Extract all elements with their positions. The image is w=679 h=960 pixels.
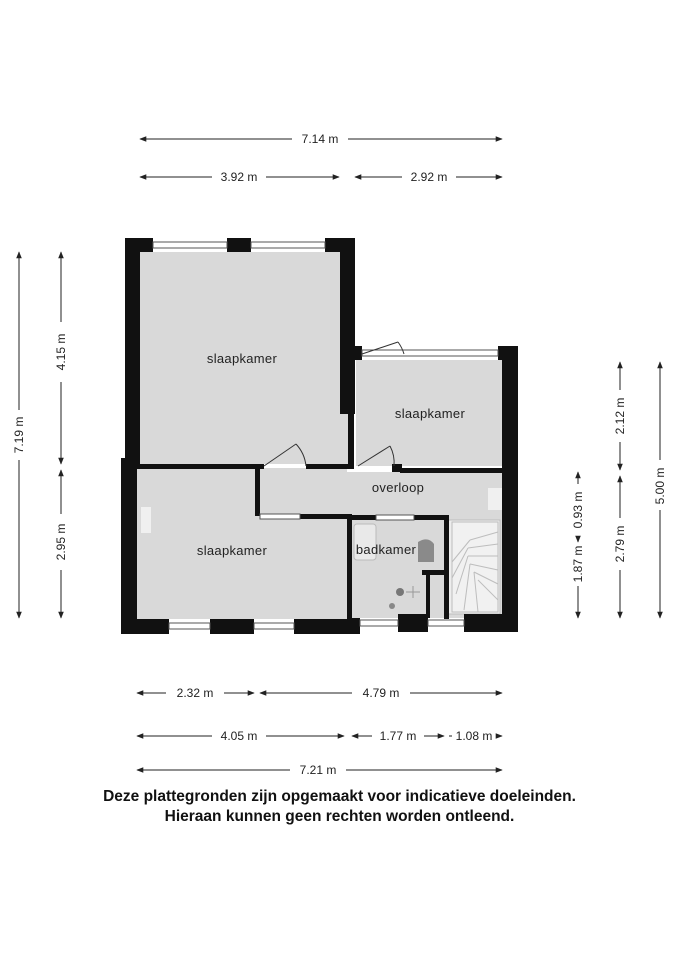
shower-icon <box>396 588 404 596</box>
dimension-bottom-row2-left: 4.05 m <box>220 729 258 743</box>
disclaimer-line-1: Deze plattegronden zijn opgemaakt voor indicatieve doeleinden. <box>103 788 576 805</box>
dimension-left-upper: 4.15 m <box>54 333 68 371</box>
dimension-top-left: 3.92 m <box>220 170 258 184</box>
dimension-left-total: 7.19 m <box>12 416 26 454</box>
room-label-slaapkamer-2: slaapkamer <box>394 406 466 421</box>
window <box>169 623 210 629</box>
window <box>251 242 325 248</box>
toilet-icon <box>418 539 434 562</box>
room-label-slaapkamer-1: slaapkamer <box>206 351 278 366</box>
dimension-right-upper: 2.12 m <box>613 397 627 435</box>
dimension-right-small: 0.93 m <box>571 491 585 529</box>
staircase <box>448 520 500 614</box>
disclaimer-line-2: Hieraan kunnen geen rechten worden ontleend. <box>164 808 515 825</box>
room-label-badkamer: badkamer <box>355 542 417 557</box>
dimension-lines-bottom <box>137 693 502 770</box>
dimension-right-lower: 1.87 m <box>571 545 585 583</box>
room-label-overloop: overloop <box>371 480 425 495</box>
dimension-bottom-row2-mid: 1.77 m <box>379 729 417 743</box>
dimension-bottom-row2-right: 1.08 m <box>455 729 493 743</box>
room-label-slaapkamer-3: slaapkamer <box>196 543 268 558</box>
dimension-bottom-total: 7.21 m <box>299 763 337 777</box>
window <box>260 514 300 519</box>
window <box>376 515 414 520</box>
dimension-right-total: 5.00 m <box>653 467 667 505</box>
window <box>254 623 294 629</box>
dimension-right-mid: 2.79 m <box>613 525 627 563</box>
window <box>153 242 227 248</box>
dimension-bottom-row1-left: 2.32 m <box>176 686 214 700</box>
disclaimer <box>0 787 679 827</box>
drain-icon <box>389 603 395 609</box>
radiator-icon <box>141 507 151 533</box>
window <box>428 620 464 626</box>
radiator-icon <box>488 488 502 510</box>
dimension-left-lower: 2.95 m <box>54 523 68 561</box>
dimension-top-total: 7.14 m <box>301 132 339 146</box>
window <box>362 350 498 356</box>
dimension-bottom-row1-right: 4.79 m <box>362 686 400 700</box>
window <box>360 620 398 626</box>
dimension-top-right: 2.92 m <box>410 170 448 184</box>
